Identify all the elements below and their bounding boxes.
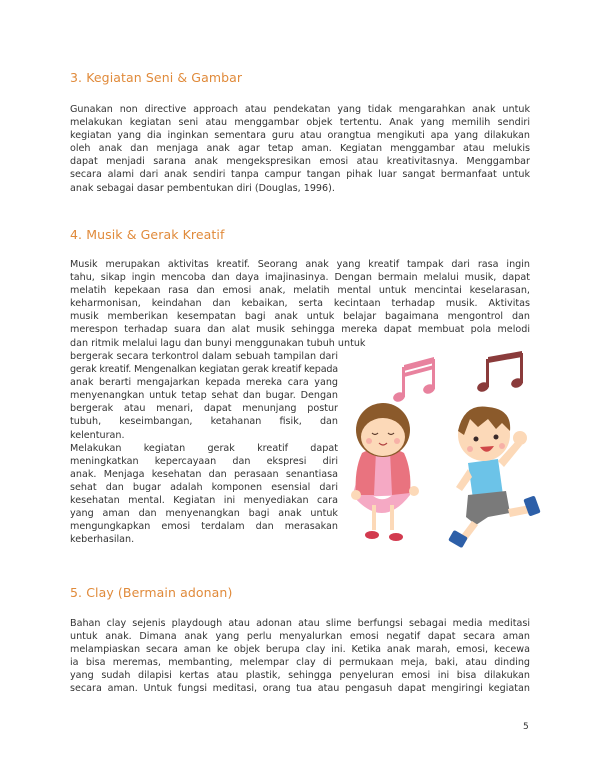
text-line: secara alami dari anak sendiri tanpa campur tangan pihak luar sangat bermanfaat untuk	[70, 169, 530, 181]
text-line: bergerak secara terkontrol dalam sebuah tampilan dari	[70, 351, 338, 362]
page-number: 5	[523, 722, 529, 732]
text-line: dan ritmik melalui lagu dan bunyi menggunakan tubuh untuk	[70, 337, 366, 349]
text-line: bergerak atau menari, dapat menunjang postur	[70, 403, 338, 415]
text-line: keberhasilan.	[70, 534, 135, 546]
text-line: kesehatan mental. Kegiatan ini menyediakan cara	[70, 495, 338, 507]
text-line: dapat menjadi sarana anak mengekspresikan emosi atau kreativitasnya. Menggambar	[70, 156, 530, 168]
paragraph-gerak-kreatif	[70, 350, 338, 546]
text-line: melatih kepekaan rasa dan emosi anak, melatih mental untuk mencintai keselarasan,	[70, 285, 530, 297]
text-line: oleh anak dan menjaga anak agar tetap aman. Kegiatan menggambar atau melukis	[70, 143, 530, 155]
paragraph-musik-intro	[70, 258, 530, 350]
text-line: tubuh, keseimbangan, ketahanan fisik, dan	[70, 416, 338, 428]
section-heading-seni-gambar: 3. Kegiatan Seni & Gambar	[70, 70, 243, 85]
text-line: melampiaskan secara aman ke objek berupa clay ini. Ketika anak marah, emosi, kecewa	[70, 644, 530, 656]
text-line: ia bisa meremas, membanting, melempar clay di permukaan meja, baki, atau dinding	[70, 657, 530, 669]
music-note-brown-icon	[476, 351, 524, 393]
text-line: anak. Menjaga kesehatan dan perasaan senantiasa	[70, 468, 338, 480]
section-heading-musik-gerak: 4. Musik & Gerak Kreatif	[70, 227, 225, 242]
text-line: kegiatan yang dia inginkan sementara guru atau orangtua mengikuti apa yang dilakukan	[70, 130, 530, 142]
paragraph-seni-gambar	[70, 103, 530, 195]
text-line: Musik merupakan aktivitas kreatif. Seorang anak yang kreatif tampak dari rasa ingin	[70, 259, 530, 270]
text-line: yang aman dan menyenangkan bagi anak untuk	[70, 508, 338, 520]
text-line: Gunakan non directive approach atau pendekatan yang tidak mengarahkan anak untuk	[70, 104, 530, 115]
boy-figure	[448, 407, 541, 549]
text-line: tahu, sikap ingin mencoba dan daya imajinasinya. Dengan bermain melalui musik, dapat	[70, 272, 530, 284]
text-line: melakukan kegiatan seni atau menggambar objek tertentu. Anak yang memilih sendiri	[70, 117, 530, 129]
text-line: musik memberikan kesempatan bagi anak untuk belajar bagaimana mengontrol dan	[70, 311, 530, 323]
text-line: Bahan clay sejenis playdough atau adonan atau slime berfungsi sebagai media meditasi	[70, 618, 530, 629]
text-line: untuk anak. Dimana anak yang perlu menyalurkan emosi negatif dapat secara aman	[70, 631, 530, 643]
text-line: Melakukan kegiatan gerak kreatif dapat	[70, 442, 338, 454]
children-dancing-illustration	[338, 345, 548, 560]
paragraph-clay	[70, 617, 530, 696]
text-line: sehat dan bugar adalah komponen esensial dari	[70, 481, 338, 493]
section-heading-clay: 5. Clay (Bermain adonan)	[70, 585, 233, 600]
text-line: secara aman. Untuk fungsi meditasi, orang tua atau pengasuh dapat mengiringi kegiatan	[70, 683, 530, 695]
text-line: gerak kreatif. Mengenalkan kegiatan gerak kreatif kepada	[70, 364, 338, 376]
text-line: anak berarti mengajarkan kepada mereka cara yang	[70, 377, 338, 389]
text-line: yang sudah dilapisi kertas atau plastik, sehingga penyeluran emosi ini bisa dilakukan	[70, 670, 530, 682]
text-line: kelenturan.	[70, 429, 125, 441]
text-line: mengungkapkan emosi terdalam dan merasakan	[70, 521, 338, 533]
music-note-pink-icon	[392, 357, 436, 403]
girl-figure	[351, 403, 419, 541]
text-line: anak sebagai dasar pembentukan diri (Douglas, 1996).	[70, 182, 335, 194]
text-line: keharmonisan, keindahan dan kebaikan, serta kecintaan terhadap musik. Aktivitas	[70, 298, 530, 310]
text-line: meningkatkan kepercayaan dan ekspresi diri	[70, 455, 338, 467]
text-line: menyenangkan untuk tetap sehat dan bugar. Dengan	[70, 390, 338, 402]
text-line: merespon terhadap suara dan alat musik sehingga mereka dapat membuat pola melodi	[70, 324, 530, 336]
